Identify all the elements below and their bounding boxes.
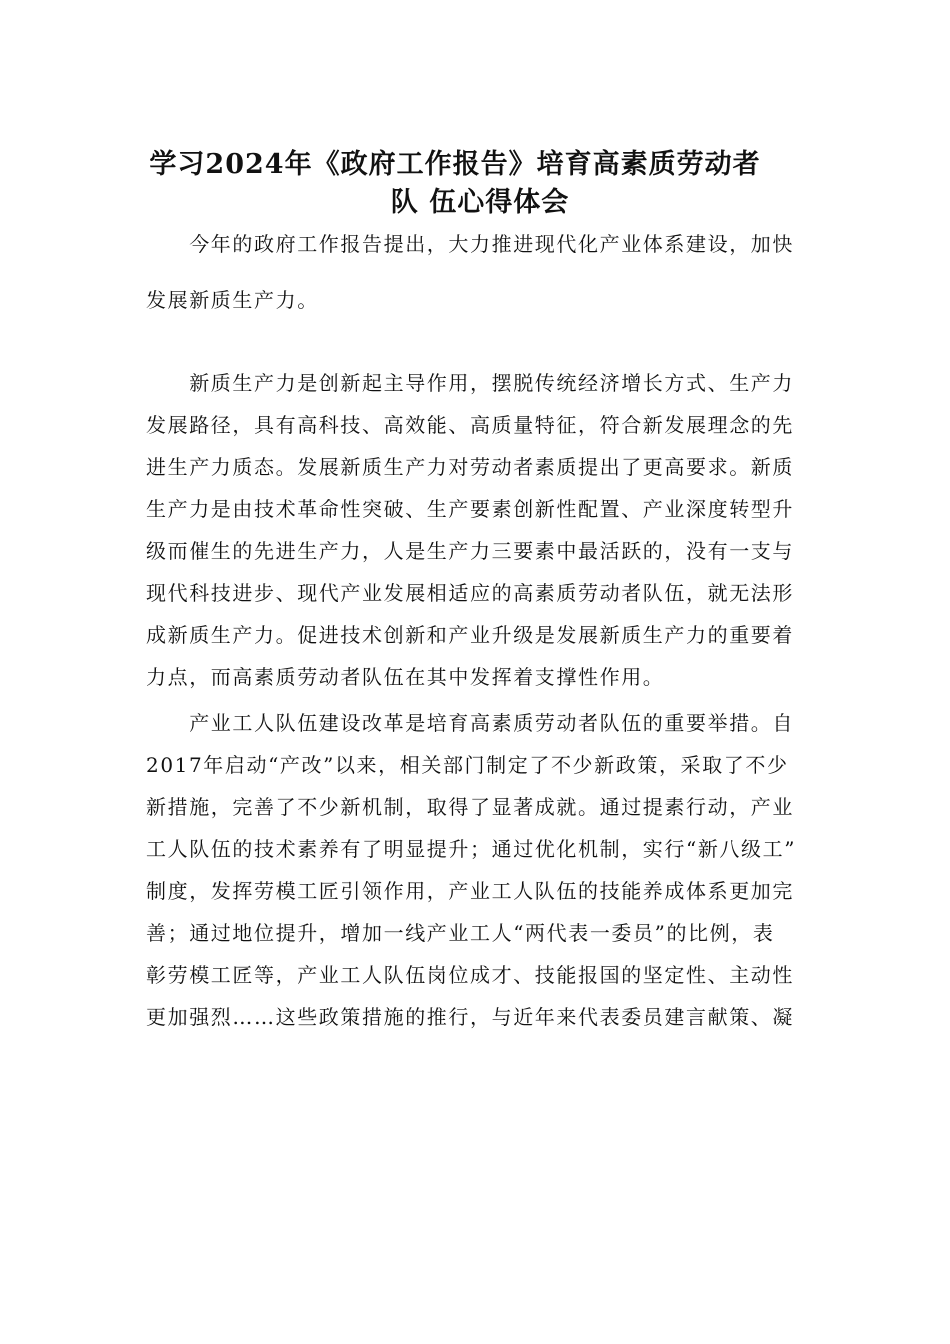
document-title-line-2: 队 伍心得体会 (390, 187, 570, 218)
paragraph-line: 力点，而高素质劳动者队伍在其中发挥着支撑性作用。 (146, 665, 665, 689)
paragraph-line: 发展路径，具有高科技、高效能、高质量特征，符合新发展理念的先 (146, 413, 794, 437)
paragraph-line: 发展新质生产力。 (146, 288, 319, 312)
document-title-line-1: 学习2024年《政府工作报告》培育高素质劳动者 (149, 149, 761, 180)
paragraph-line: 善；通过地位提升，增加一线产业工人“两代表一委员”的比例，表 (146, 921, 775, 945)
paragraph-3 (146, 702, 818, 1038)
paragraph-line: 成新质生产力。促进技术创新和产业升级是发展新质生产力的重要着 (146, 623, 794, 647)
paragraph-line: 新措施，完善了不少新机制，取得了显著成就。通过提素行动，产业 (146, 795, 794, 819)
paragraph-line: 彰劳模工匠等，产业工人队伍岗位成才、技能报国的坚定性、主动性 (146, 963, 794, 987)
paragraph-line: 新质生产力是创新起主导作用，摆脱传统经济增长方式、生产力 (146, 371, 794, 395)
paragraph-line: 现代科技进步、现代产业发展相适应的高素质劳动者队伍，就无法形 (146, 581, 794, 605)
paragraph-line: 更加强烈……这些政策措施的推行，与近年来代表委员建言献策、凝 (146, 1005, 794, 1029)
paragraph-line: 今年的政府工作报告提出，大力推进现代化产业体系建设，加快 (146, 232, 794, 256)
paragraph-line: 产业工人队伍建设改革是培育高素质劳动者队伍的重要举措。自 (146, 711, 794, 735)
paragraph-line: 生产力是由技术革命性突破、生产要素创新性配置、产业深度转型升 (146, 497, 794, 521)
paragraph-line: 2017年启动“产改”以来，相关部门制定了不少新政策，采取了不少 (146, 753, 789, 777)
paragraph-2 (146, 362, 818, 698)
paragraph-line: 进生产力质态。发展新质生产力对劳动者素质提出了更高要求。新质 (146, 455, 794, 479)
paragraph-line: 级而催生的先进生产力，人是生产力三要素中最活跃的，没有一支与 (146, 539, 794, 563)
paragraph-1 (146, 216, 818, 328)
paragraph-line: 工人队伍的技术素养有了明显提升；通过优化机制，实行“新八级工” (146, 837, 797, 861)
paragraph-line: 制度，发挥劳模工匠引领作用，产业工人队伍的技能养成体系更加完 (146, 879, 794, 903)
